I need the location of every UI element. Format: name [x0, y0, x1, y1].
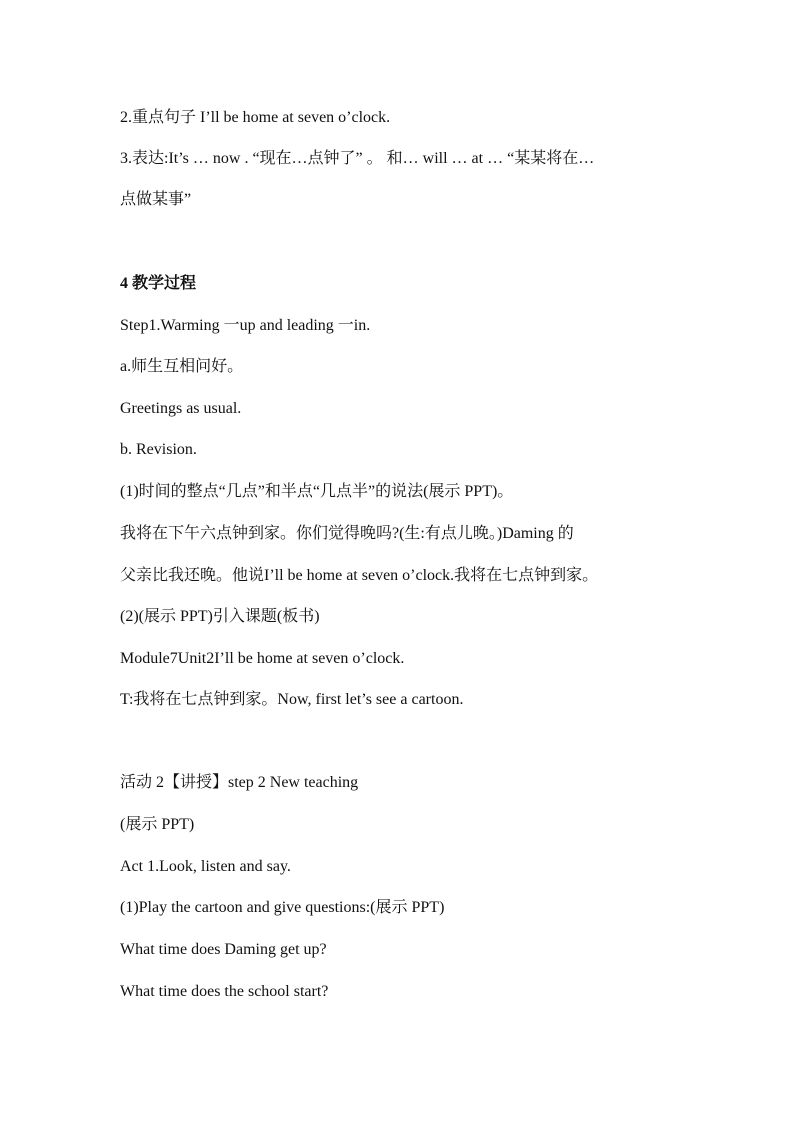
- time-expression-line: (1)时间的整点“几点”和半点“几点半”的说法(展示 PPT)。: [120, 483, 514, 500]
- greeting-line: a.师生互相问好。: [120, 358, 244, 375]
- play-cartoon-line: (1)Play the cartoon and give questions:(展示 PPT): [120, 899, 445, 916]
- key-sentence-line: 2.重点句子 I’ll be home at seven o’clock.: [120, 109, 391, 126]
- step1-heading: Step1.Warming 一up and leading 一in.: [120, 317, 371, 334]
- question-1-line: What time does Daming get up?: [120, 941, 327, 958]
- greetings-english-line: Greetings as usual.: [120, 400, 242, 417]
- activity2-heading: 活动 2【讲授】step 2 New teaching: [120, 774, 359, 791]
- module-title-line: Module7Unit2I’ll be home at seven o’clock.: [120, 650, 405, 667]
- expression-line: 3.表达:It’s … now . “现在…点钟了” 。 和… will … at … “某某将在…: [120, 150, 595, 167]
- introduce-topic-line: (2)(展示 PPT)引入课题(板书): [120, 608, 320, 625]
- act1-line: Act 1.Look, listen and say.: [120, 858, 291, 875]
- teacher-line: T:我将在七点钟到家。Now, first let’s see a cartoon.: [120, 691, 464, 708]
- revision-line: b. Revision.: [120, 441, 197, 458]
- expression-line-continued: 点做某事”: [120, 191, 192, 208]
- section-heading-teaching-process: 4 教学过程: [120, 275, 197, 292]
- father-line: 父亲比我还晚。他说I’ll be home at seven o’clock.我将在七点钟到家。: [120, 567, 599, 584]
- home-time-line: 我将在下午六点钟到家。你们觉得晚吗?(生:有点儿晚。)Daming 的: [120, 525, 574, 542]
- show-ppt-line: (展示 PPT): [120, 816, 195, 833]
- question-2-line: What time does the school start?: [120, 983, 329, 1000]
